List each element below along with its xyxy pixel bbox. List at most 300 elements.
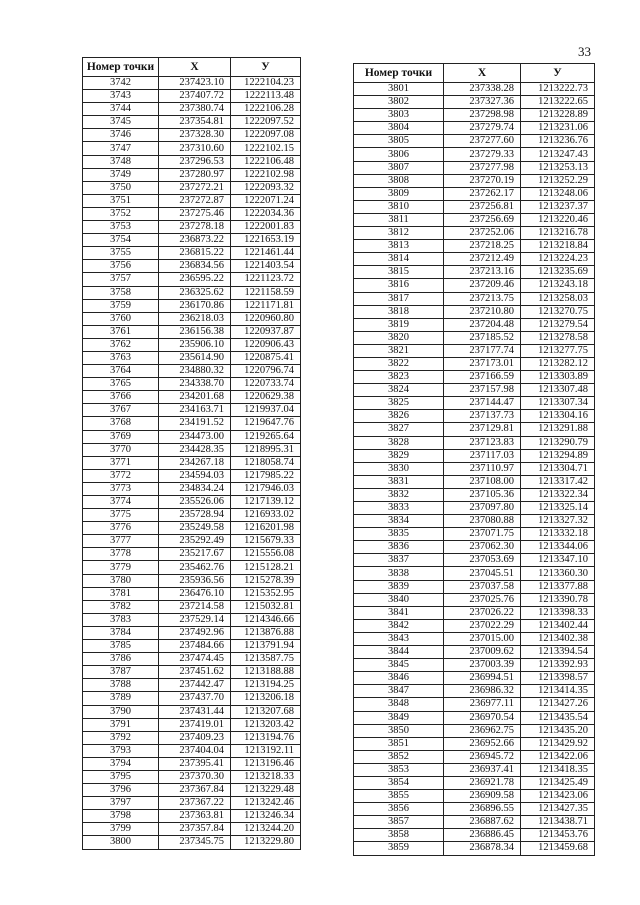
table-row (83, 810, 301, 823)
y-cell: 1221403.54 (231, 260, 301, 273)
x-cell: 236909.58 (444, 790, 521, 803)
table-row (83, 155, 301, 168)
x-cell: 237529.14 (159, 613, 231, 626)
y-cell: 1213222.65 (521, 96, 595, 109)
point-number-cell: 3843 (354, 632, 444, 645)
point-number-cell: 3782 (83, 600, 159, 613)
x-cell: 237380.74 (159, 103, 231, 116)
x-cell: 234201.68 (159, 391, 231, 404)
y-cell: 1213325.14 (521, 502, 595, 515)
header-y: У (521, 64, 595, 83)
point-number-cell: 3827 (354, 423, 444, 436)
x-cell: 237204.48 (444, 318, 521, 331)
x-cell: 237262.17 (444, 187, 521, 200)
y-cell: 1213243.18 (521, 279, 595, 292)
point-number-cell: 3751 (83, 194, 159, 207)
x-cell: 236986.32 (444, 685, 521, 698)
x-cell: 236873.22 (159, 234, 231, 247)
table-row (354, 790, 595, 803)
point-number-cell: 3757 (83, 273, 159, 286)
x-cell: 237173.01 (444, 357, 521, 370)
table-row (83, 365, 301, 378)
table-row (83, 705, 301, 718)
point-number-cell: 3842 (354, 619, 444, 632)
point-number-cell: 3748 (83, 155, 159, 168)
y-cell: 1220796.74 (231, 365, 301, 378)
table-row (83, 142, 301, 155)
table-row (354, 384, 595, 397)
x-cell: 236994.51 (444, 672, 521, 685)
table-row (354, 528, 595, 541)
y-cell: 1213377.88 (521, 580, 595, 593)
header-x: X (159, 58, 231, 77)
table-row (83, 548, 301, 561)
table-row (354, 646, 595, 659)
x-cell: 237185.52 (444, 331, 521, 344)
point-number-cell: 3823 (354, 371, 444, 384)
table-row (354, 331, 595, 344)
x-cell: 237157.98 (444, 384, 521, 397)
table-row (83, 221, 301, 234)
table-row (83, 168, 301, 181)
table-row (83, 482, 301, 495)
table-row (83, 443, 301, 456)
x-cell: 235728.94 (159, 509, 231, 522)
table-row (83, 496, 301, 509)
y-cell: 1213459.68 (521, 842, 595, 855)
y-cell: 1213216.78 (521, 227, 595, 240)
x-cell: 234880.32 (159, 365, 231, 378)
x-cell: 237407.72 (159, 90, 231, 103)
table-row (354, 449, 595, 462)
x-cell: 237280.97 (159, 168, 231, 181)
table-row (354, 462, 595, 475)
x-cell: 234267.18 (159, 456, 231, 469)
y-cell: 1213236.76 (521, 135, 595, 148)
x-cell: 234473.00 (159, 430, 231, 443)
point-number-cell: 3771 (83, 456, 159, 469)
y-cell: 1220733.74 (231, 378, 301, 391)
table-row (83, 640, 301, 653)
y-cell: 1222102.98 (231, 168, 301, 181)
y-cell: 1213188.88 (231, 666, 301, 679)
x-cell: 237105.36 (444, 488, 521, 501)
x-cell: 234338.70 (159, 378, 231, 391)
y-cell: 1213332.18 (521, 528, 595, 541)
y-cell: 1213231.06 (521, 122, 595, 135)
y-cell: 1213222.73 (521, 83, 595, 96)
coordinates-table-left (82, 57, 301, 850)
x-cell: 236970.54 (444, 711, 521, 724)
table-row (354, 737, 595, 750)
x-cell: 237252.06 (444, 227, 521, 240)
y-cell: 1213237.37 (521, 200, 595, 213)
x-cell: 236476.10 (159, 587, 231, 600)
x-cell: 237272.87 (159, 194, 231, 207)
y-cell: 1213347.10 (521, 554, 595, 567)
y-cell: 1213327.32 (521, 515, 595, 528)
point-number-cell: 3825 (354, 397, 444, 410)
x-cell: 235292.49 (159, 535, 231, 548)
point-number-cell: 3786 (83, 653, 159, 666)
point-number-cell: 3832 (354, 488, 444, 501)
table-row (83, 731, 301, 744)
table-row (83, 613, 301, 626)
table-row (83, 456, 301, 469)
point-number-cell: 3800 (83, 836, 159, 849)
y-cell: 1213248.06 (521, 187, 595, 200)
point-number-cell: 3753 (83, 221, 159, 234)
x-cell: 235614.90 (159, 351, 231, 364)
x-cell: 236921.78 (444, 776, 521, 789)
table-row (83, 757, 301, 770)
point-number-cell: 3756 (83, 260, 159, 273)
y-cell: 1213290.79 (521, 436, 595, 449)
header-y: У (231, 58, 301, 77)
point-number-cell: 3797 (83, 797, 159, 810)
coordinates-table-right (353, 63, 595, 856)
point-number-cell: 3794 (83, 757, 159, 770)
x-cell: 237212.49 (444, 253, 521, 266)
y-cell: 1219937.04 (231, 404, 301, 417)
y-cell: 1217946.03 (231, 482, 301, 495)
table-row (354, 567, 595, 580)
y-cell: 1222071.24 (231, 194, 301, 207)
point-number-cell: 3856 (354, 803, 444, 816)
y-cell: 1215278.39 (231, 574, 301, 587)
point-number-cell: 3826 (354, 410, 444, 423)
point-number-cell: 3759 (83, 299, 159, 312)
table-row (354, 423, 595, 436)
point-number-cell: 3846 (354, 672, 444, 685)
table-row (354, 593, 595, 606)
y-cell: 1213194.76 (231, 731, 301, 744)
x-cell: 234428.35 (159, 443, 231, 456)
point-number-cell: 3767 (83, 404, 159, 417)
table-row (354, 816, 595, 829)
y-cell: 1213246.34 (231, 810, 301, 823)
y-cell: 1213229.48 (231, 784, 301, 797)
y-cell: 1213252.29 (521, 174, 595, 187)
y-cell: 1213398.33 (521, 606, 595, 619)
x-cell: 237327.36 (444, 96, 521, 109)
table-row (83, 77, 301, 90)
header-x: X (444, 64, 521, 83)
point-number-cell: 3834 (354, 515, 444, 528)
point-number-cell: 3808 (354, 174, 444, 187)
point-number-cell: 3815 (354, 266, 444, 279)
y-cell: 1217985.22 (231, 469, 301, 482)
table-row (83, 836, 301, 849)
x-cell: 236156.38 (159, 325, 231, 338)
point-number-cell: 3809 (354, 187, 444, 200)
x-cell: 237071.75 (444, 528, 521, 541)
point-number-cell: 3803 (354, 109, 444, 122)
x-cell: 237275.46 (159, 207, 231, 220)
table-row (354, 83, 595, 96)
table-header-row (83, 58, 301, 77)
point-number-cell: 3777 (83, 535, 159, 548)
table-row (354, 606, 595, 619)
y-cell: 1213304.16 (521, 410, 595, 423)
y-cell: 1213307.34 (521, 397, 595, 410)
point-number-cell: 3849 (354, 711, 444, 724)
x-cell: 235217.67 (159, 548, 231, 561)
x-cell: 237395.41 (159, 757, 231, 770)
point-number-cell: 3746 (83, 129, 159, 142)
x-cell: 236952.66 (444, 737, 521, 750)
table-row (354, 161, 595, 174)
y-cell: 1213303.89 (521, 371, 595, 384)
y-cell: 1213228.89 (521, 109, 595, 122)
table-row (83, 600, 301, 613)
point-number-cell: 3858 (354, 829, 444, 842)
point-number-cell: 3798 (83, 810, 159, 823)
point-number-cell: 3760 (83, 312, 159, 325)
point-number-cell: 3851 (354, 737, 444, 750)
x-cell: 237279.74 (444, 122, 521, 135)
table-row (83, 181, 301, 194)
table-row (83, 207, 301, 220)
y-cell: 1213344.06 (521, 541, 595, 554)
header-point-number: Номер точки (83, 58, 159, 77)
point-number-cell: 3821 (354, 344, 444, 357)
x-cell: 237474.45 (159, 653, 231, 666)
x-cell: 235526.06 (159, 496, 231, 509)
y-cell: 1213247.43 (521, 148, 595, 161)
table-row (354, 200, 595, 213)
x-cell: 237045.51 (444, 567, 521, 580)
point-number-cell: 3833 (354, 502, 444, 515)
point-number-cell: 3793 (83, 744, 159, 757)
point-number-cell: 3837 (354, 554, 444, 567)
x-cell: 234191.52 (159, 417, 231, 430)
y-cell: 1213392.93 (521, 659, 595, 672)
table-row (83, 679, 301, 692)
point-number-cell: 3787 (83, 666, 159, 679)
table-row (83, 325, 301, 338)
x-cell: 236218.03 (159, 312, 231, 325)
x-cell: 235249.58 (159, 522, 231, 535)
y-cell: 1213390.78 (521, 593, 595, 606)
x-cell: 237177.74 (444, 344, 521, 357)
table-row (83, 626, 301, 639)
point-number-cell: 3790 (83, 705, 159, 718)
y-cell: 1222102.15 (231, 142, 301, 155)
point-number-cell: 3750 (83, 181, 159, 194)
x-cell: 237080.88 (444, 515, 521, 528)
x-cell: 237409.23 (159, 731, 231, 744)
table-row (354, 397, 595, 410)
y-cell: 1214346.66 (231, 613, 301, 626)
point-number-cell: 3850 (354, 724, 444, 737)
y-cell: 1222001.83 (231, 221, 301, 234)
point-number-cell: 3819 (354, 318, 444, 331)
table-row (354, 253, 595, 266)
x-cell: 237129.81 (444, 423, 521, 436)
point-number-cell: 3840 (354, 593, 444, 606)
x-cell: 235906.10 (159, 338, 231, 351)
x-cell: 235462.76 (159, 561, 231, 574)
y-cell: 1222097.52 (231, 116, 301, 129)
x-cell: 237097.80 (444, 502, 521, 515)
table-row (354, 750, 595, 763)
table-row (354, 174, 595, 187)
table-row (83, 469, 301, 482)
table-row (354, 436, 595, 449)
x-cell: 237062.30 (444, 541, 521, 554)
point-number-cell: 3795 (83, 770, 159, 783)
x-cell: 237213.75 (444, 292, 521, 305)
x-cell: 237037.58 (444, 580, 521, 593)
x-cell: 237272.21 (159, 181, 231, 194)
point-number-cell: 3764 (83, 365, 159, 378)
point-number-cell: 3836 (354, 541, 444, 554)
y-cell: 1213425.49 (521, 776, 595, 789)
y-cell: 1220937.87 (231, 325, 301, 338)
y-cell: 1218995.31 (231, 443, 301, 456)
table-row (83, 404, 301, 417)
y-cell: 1213876.88 (231, 626, 301, 639)
y-cell: 1213294.89 (521, 449, 595, 462)
x-cell: 237363.81 (159, 810, 231, 823)
x-cell: 235936.56 (159, 574, 231, 587)
y-cell: 1213192.11 (231, 744, 301, 757)
y-cell: 1219265.64 (231, 430, 301, 443)
point-number-cell: 3857 (354, 816, 444, 829)
page-number: 33 (578, 44, 591, 59)
y-cell: 1213194.25 (231, 679, 301, 692)
point-number-cell: 3785 (83, 640, 159, 653)
point-number-cell: 3802 (354, 96, 444, 109)
table-row (354, 842, 595, 855)
table-row (354, 292, 595, 305)
point-number-cell: 3779 (83, 561, 159, 574)
x-cell: 237279.33 (444, 148, 521, 161)
table-row (354, 724, 595, 737)
y-cell: 1213587.75 (231, 653, 301, 666)
x-cell: 237166.59 (444, 371, 521, 384)
y-cell: 1213418.35 (521, 763, 595, 776)
y-cell: 1215679.33 (231, 535, 301, 548)
x-cell: 237022.29 (444, 619, 521, 632)
point-number-cell: 3743 (83, 90, 159, 103)
x-cell: 236595.22 (159, 273, 231, 286)
point-number-cell: 3848 (354, 698, 444, 711)
x-cell: 237423.10 (159, 77, 231, 90)
y-cell: 1213218.33 (231, 770, 301, 783)
point-number-cell: 3816 (354, 279, 444, 292)
y-cell: 1215556.08 (231, 548, 301, 561)
x-cell: 237026.22 (444, 606, 521, 619)
table-row (354, 502, 595, 515)
point-number-cell: 3801 (354, 83, 444, 96)
y-cell: 1222106.28 (231, 103, 301, 116)
point-number-cell: 3854 (354, 776, 444, 789)
x-cell: 234594.03 (159, 469, 231, 482)
x-cell: 234834.24 (159, 482, 231, 495)
point-number-cell: 3768 (83, 417, 159, 430)
table-row (354, 96, 595, 109)
point-number-cell: 3830 (354, 462, 444, 475)
table-row (83, 103, 301, 116)
table-row (83, 770, 301, 783)
table-row (83, 286, 301, 299)
point-number-cell: 3813 (354, 240, 444, 253)
point-number-cell: 3807 (354, 161, 444, 174)
y-cell: 1216933.02 (231, 509, 301, 522)
y-cell: 1213220.46 (521, 213, 595, 226)
point-number-cell: 3817 (354, 292, 444, 305)
table-row (83, 561, 301, 574)
point-number-cell: 3845 (354, 659, 444, 672)
x-cell: 237367.22 (159, 797, 231, 810)
y-cell: 1213235.69 (521, 266, 595, 279)
point-number-cell: 3773 (83, 482, 159, 495)
x-cell: 237015.00 (444, 632, 521, 645)
table-row (83, 260, 301, 273)
point-number-cell: 3839 (354, 580, 444, 593)
table-row (83, 509, 301, 522)
point-number-cell: 3811 (354, 213, 444, 226)
table-row (83, 129, 301, 142)
table-row (83, 338, 301, 351)
x-cell: 237144.47 (444, 397, 521, 410)
x-cell: 237256.81 (444, 200, 521, 213)
x-cell: 236170.86 (159, 299, 231, 312)
x-cell: 237108.00 (444, 475, 521, 488)
point-number-cell: 3820 (354, 331, 444, 344)
table-row (354, 580, 595, 593)
point-number-cell: 3744 (83, 103, 159, 116)
y-cell: 1215128.21 (231, 561, 301, 574)
table-row (83, 522, 301, 535)
y-cell: 1213253.13 (521, 161, 595, 174)
x-cell: 237437.70 (159, 692, 231, 705)
y-cell: 1221123.72 (231, 273, 301, 286)
x-cell: 237442.47 (159, 679, 231, 692)
table-row (354, 829, 595, 842)
table-row (83, 666, 301, 679)
table-row (354, 554, 595, 567)
x-cell: 237431.44 (159, 705, 231, 718)
table-row (83, 718, 301, 731)
table-row (83, 653, 301, 666)
y-cell: 1221461.44 (231, 247, 301, 260)
table-row (83, 116, 301, 129)
x-cell: 237209.46 (444, 279, 521, 292)
x-cell: 236887.62 (444, 816, 521, 829)
point-number-cell: 3806 (354, 148, 444, 161)
table-row (83, 194, 301, 207)
point-number-cell: 3778 (83, 548, 159, 561)
y-cell: 1213196.46 (231, 757, 301, 770)
y-cell: 1213278.58 (521, 331, 595, 344)
y-cell: 1220875.41 (231, 351, 301, 364)
point-number-cell: 3745 (83, 116, 159, 129)
table-row (83, 273, 301, 286)
x-cell: 236945.72 (444, 750, 521, 763)
table-row (83, 417, 301, 430)
point-number-cell: 3844 (354, 646, 444, 659)
x-cell: 237110.97 (444, 462, 521, 475)
x-cell: 236878.34 (444, 842, 521, 855)
y-cell: 1213244.20 (231, 823, 301, 836)
y-cell: 1222104.23 (231, 77, 301, 90)
x-cell: 237123.83 (444, 436, 521, 449)
y-cell: 1221171.81 (231, 299, 301, 312)
x-cell: 237328.30 (159, 129, 231, 142)
